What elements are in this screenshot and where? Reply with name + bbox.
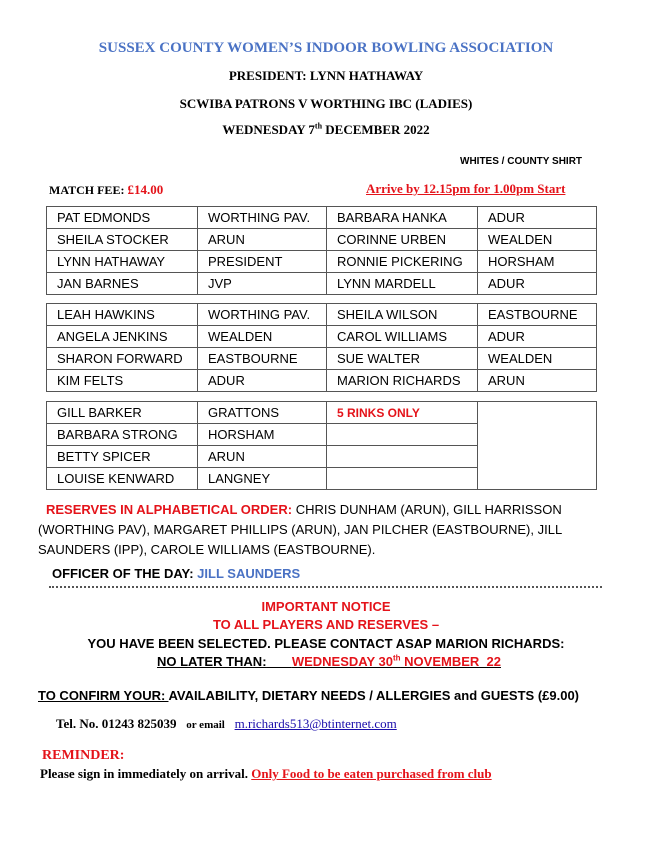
player-club: GRATTONS bbox=[198, 402, 327, 424]
player-club: HORSHAM bbox=[198, 424, 327, 446]
empty-cell bbox=[478, 402, 597, 490]
dress-code: WHITES / COUNTY SHIRT bbox=[460, 156, 583, 167]
player-name: JAN BARNES bbox=[47, 273, 198, 295]
player-club: ADUR bbox=[478, 207, 597, 229]
president-line: PRESIDENT: LYNN HATHAWAY bbox=[228, 68, 424, 83]
player-club: ARUN bbox=[198, 229, 327, 251]
player-name: SHEILA STOCKER bbox=[47, 229, 198, 251]
player-name: SUE WALTER bbox=[327, 348, 478, 370]
player-club: ARUN bbox=[478, 370, 597, 392]
player-name: LEAH HAWKINS bbox=[47, 304, 198, 326]
player-club: ARUN bbox=[198, 446, 327, 468]
player-club: PRESIDENT bbox=[198, 251, 327, 273]
player-name: CAROL WILLIAMS bbox=[327, 326, 478, 348]
player-club: LANGNEY bbox=[198, 468, 327, 490]
notice-heading: IMPORTANT NOTICE bbox=[261, 599, 391, 614]
table-row bbox=[47, 370, 597, 392]
date-suffix-sup: th bbox=[314, 121, 323, 131]
player-name: BETTY SPICER bbox=[47, 446, 198, 468]
player-name: KIM FELTS bbox=[47, 370, 198, 392]
player-club: WEALDEN bbox=[198, 326, 327, 348]
player-name: SHARON FORWARD bbox=[47, 348, 198, 370]
table-row bbox=[47, 304, 597, 326]
empty-cell bbox=[327, 446, 478, 468]
match-fee-amount: £14.00 bbox=[127, 182, 164, 197]
reserves-label: RESERVES IN ALPHABETICAL ORDER: bbox=[46, 502, 293, 517]
player-club: EASTBOURNE bbox=[478, 304, 597, 326]
table-row bbox=[47, 207, 597, 229]
reserves-list: CHRIS DUNHAM (ARUN), GILL HARRISSON (WORTHING PAV), MARGARET PHILLIPS (ARUN), JAN PILCHER (EASTBOURNE), JILL SAUNDERS (IPP), CAROLE WILLIAMS (EASTBOURNE). bbox=[38, 502, 562, 557]
player-club: ADUR bbox=[198, 370, 327, 392]
rink-table-1 bbox=[46, 206, 597, 295]
player-club: WORTHING PAV. bbox=[198, 304, 327, 326]
table-row bbox=[47, 251, 597, 273]
officer-name: JILL SAUNDERS bbox=[197, 566, 301, 581]
empty-cell bbox=[327, 468, 478, 490]
email-link[interactable]: m.richards513@btinternet.com bbox=[234, 716, 397, 731]
dotted-divider bbox=[49, 586, 602, 588]
association-title: SUSSEX COUNTY WOMEN’S INDOOR BOWLING ASSOCIATION bbox=[98, 40, 554, 56]
player-name: BARBARA STRONG bbox=[47, 424, 198, 446]
match-line: SCWIBA PATRONS V WORTHING IBC (LADIES) bbox=[179, 96, 473, 111]
table-row bbox=[47, 229, 597, 251]
confirm-label: TO CONFIRM YOUR: bbox=[38, 688, 169, 703]
rink-table-3 bbox=[46, 401, 597, 490]
confirm-text: AVAILABILITY, DIETARY NEEDS / ALLERGIES and GUESTS (£9.00) bbox=[168, 688, 580, 703]
match-fee bbox=[49, 182, 163, 198]
deadline-sup: th bbox=[392, 653, 401, 663]
reminder-text bbox=[40, 766, 492, 782]
arrival-time: Arrive by 12.15pm for 1.00pm Start bbox=[366, 181, 566, 196]
confirm-line bbox=[38, 688, 579, 703]
officer-of-day bbox=[52, 566, 300, 581]
table-row bbox=[47, 348, 597, 370]
empty-cell bbox=[327, 424, 478, 446]
player-name: SHEILA WILSON bbox=[327, 304, 478, 326]
player-name: BARBARA HANKA bbox=[327, 207, 478, 229]
rink-table-2 bbox=[46, 303, 597, 392]
contact-line bbox=[56, 716, 397, 732]
notice-selected: YOU HAVE BEEN SELECTED. PLEASE CONTACT ASAP MARION RICHARDS: bbox=[87, 636, 565, 651]
player-name: GILL BARKER bbox=[47, 402, 198, 424]
player-club: HORSHAM bbox=[478, 251, 597, 273]
player-name: LOUISE KENWARD bbox=[47, 468, 198, 490]
player-name: CORINNE URBEN bbox=[327, 229, 478, 251]
player-club: WEALDEN bbox=[478, 229, 597, 251]
table-row bbox=[47, 402, 597, 424]
deadline-label: NO LATER THAN: bbox=[157, 654, 267, 669]
date-prefix: WEDNESDAY 7 bbox=[222, 122, 315, 137]
notice-subheading: TO ALL PLAYERS AND RESERVES – bbox=[212, 617, 440, 632]
reminder-highlight: Only Food to be eaten purchased from club bbox=[251, 766, 492, 781]
notice-deadline bbox=[157, 654, 501, 669]
player-club: WORTHING PAV. bbox=[198, 207, 327, 229]
player-club: JVP bbox=[198, 273, 327, 295]
table-row bbox=[47, 273, 597, 295]
player-name: LYNN HATHAWAY bbox=[47, 251, 198, 273]
reminder-body: Please sign in immediately on arrival. bbox=[40, 766, 252, 781]
player-name: PAT EDMONDS bbox=[47, 207, 198, 229]
rinks-only-note: 5 RINKS ONLY bbox=[327, 402, 478, 424]
table-row bbox=[47, 326, 597, 348]
player-club: ADUR bbox=[478, 273, 597, 295]
player-club: EASTBOURNE bbox=[198, 348, 327, 370]
or-email: or email bbox=[186, 719, 225, 731]
player-name: RONNIE PICKERING bbox=[327, 251, 478, 273]
deadline-prefix: WEDNESDAY 30 bbox=[291, 654, 393, 669]
player-name: ANGELA JENKINS bbox=[47, 326, 198, 348]
player-club: ADUR bbox=[478, 326, 597, 348]
telephone: Tel. No. 01243 825039 bbox=[56, 716, 177, 731]
officer-label: OFFICER OF THE DAY: bbox=[52, 566, 198, 581]
deadline-date bbox=[292, 654, 501, 669]
player-club: WEALDEN bbox=[478, 348, 597, 370]
reminder-label: REMINDER: bbox=[42, 748, 125, 763]
reserves-paragraph bbox=[38, 500, 598, 560]
match-date bbox=[0, 122, 652, 138]
deadline-suffix: NOVEMBER 22 bbox=[400, 654, 501, 669]
player-name: LYNN MARDELL bbox=[327, 273, 478, 295]
match-fee-label: MATCH FEE: bbox=[49, 183, 128, 197]
player-name: MARION RICHARDS bbox=[327, 370, 478, 392]
date-suffix: DECEMBER 2022 bbox=[322, 122, 430, 137]
